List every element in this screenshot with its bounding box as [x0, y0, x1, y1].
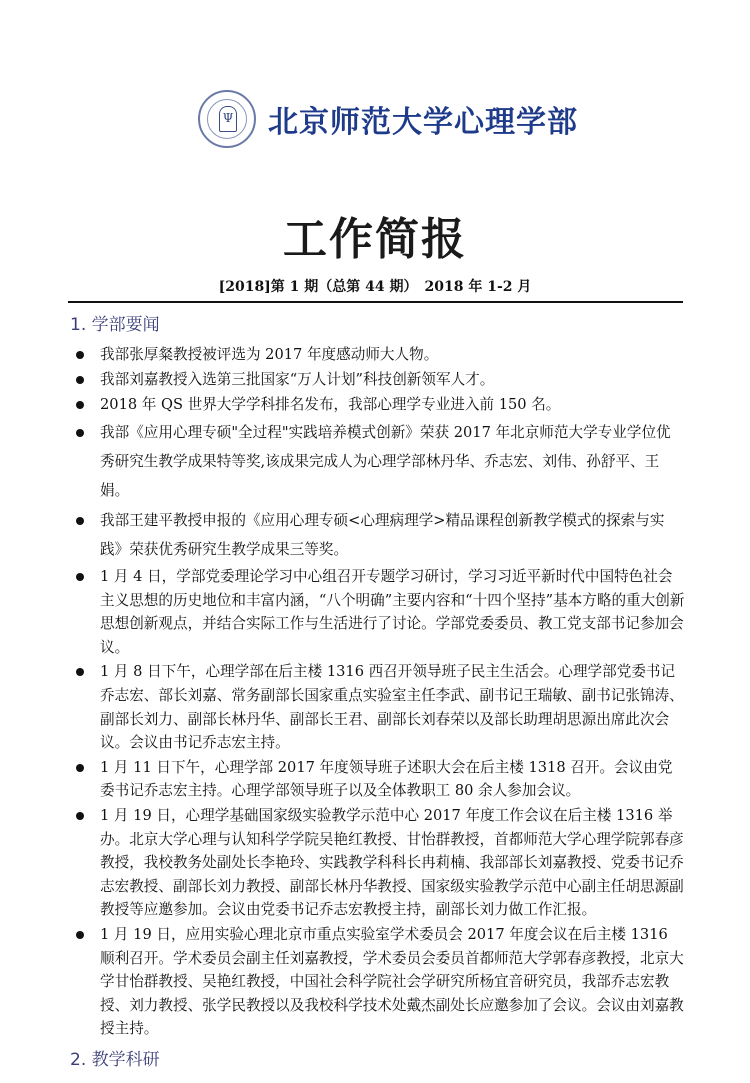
- faculty-logo: [198, 88, 598, 150]
- page-title: 工作简报: [283, 214, 467, 265]
- news-list: [70, 342, 685, 1041]
- section-heading-news: 1. 学部要闻: [70, 315, 160, 335]
- list-item: 1 月 19 日，心理学基础国家级实验教学示范中心 2017 年度工作会议在后主楼 1316 举办。北京大学心理与认知科学学院吴艳红教授、甘怡群教授，首都师范大学心理学院郭春彦教授，我校教务处副处长李艳玲、实践教学科科长冉莉楠、我部部长刘嘉教授、党委书记乔志宏教授、副部长刘力教授、副部长林丹华教授、国家级实验教学示范中心副主任胡思源副教授等应邀参加。会议由党委书记乔志宏教授主持，副部长刘力做工作汇报。: [70, 804, 685, 922]
- list-item: 1 月 8 日下午，心理学部在后主楼 1316 西召开领导班子民主生活会。心理学部党委书记乔志宏、部长刘嘉、常务副部长国家重点实验室主任李武、副书记王瑞敏、副书记张锦涛、副部长刘力、副部长林丹华、副部长王君、副部长刘春荣以及部长助理胡思源出席此次会议。会议由书记乔志宏主持。: [70, 660, 685, 754]
- divider: [68, 301, 683, 303]
- list-item: 我部《应用心理专硕"全过程"实践培养模式创新》荣获 2017 年北京师范大学专业学位优秀研究生教学成果特等奖,该成果完成人为心理学部林丹华、乔志宏、刘伟、孙舒平、王娟。: [70, 418, 685, 505]
- list-item: 1 月 11 日下午，心理学部 2017 年度领导班子述职大会在后主楼 1318 召开。会议由党委书记乔志宏主持。心理学部领导班子以及全体教职工 80 余人参加会议。: [70, 756, 685, 803]
- section-heading-teaching-research: 2. 教学科研: [70, 1049, 160, 1070]
- logo-text: 北京师范大学心理学部: [268, 105, 578, 140]
- list-item: 2018 年 QS 世界大学学科排名发布，我部心理学专业进入前 150 名。: [70, 392, 685, 417]
- list-item: 我部刘嘉教授入选第三批国家“万人计划”科技创新领军人才。: [70, 367, 685, 392]
- list-item: 1 月 19 日，应用实验心理北京市重点实验室学术委员会 2017 年度会议在后主楼 1316 顺利召开。学术委员会副主任刘嘉教授，学术委员会委员首都师范大学郭春彦教授，北京大学甘怡群教授、吴艳红教授，中国社会科学院社会学研究所杨宜音研究员，我部乔志宏教授、刘力教授、张学民教授以及我校科学技术处戴杰副处长应邀参加了会议。会议由刘嘉教授主持。: [70, 923, 685, 1041]
- list-item: 我部张厚粲教授被评选为 2017 年度感动师大人物。: [70, 342, 685, 367]
- page-content: [70, 312, 685, 1083]
- university-seal-icon: Ψ: [198, 90, 256, 148]
- list-item: 1 月 4 日，学部党委理论学习中心组召开专题学习研讨，学习习近平新时代中国特色社会主义思想的历史地位和丰富内涵，“八个明确”主要内容和“十四个坚持”基本方略的重大创新思想创新观点，并结合实际工作与生活进行了讨论。学部党委委员、教工党支部书记参加会议。: [70, 565, 685, 659]
- issue-line: [2018]第 1 期（总第 44 期） 2018 年 1-2 月: [218, 279, 532, 295]
- list-item: 我部王建平教授申报的《应用心理专硕<心理病理学>精品课程创新教学模式的探索与实践》荣获优秀研究生教学成果三等奖。: [70, 506, 685, 564]
